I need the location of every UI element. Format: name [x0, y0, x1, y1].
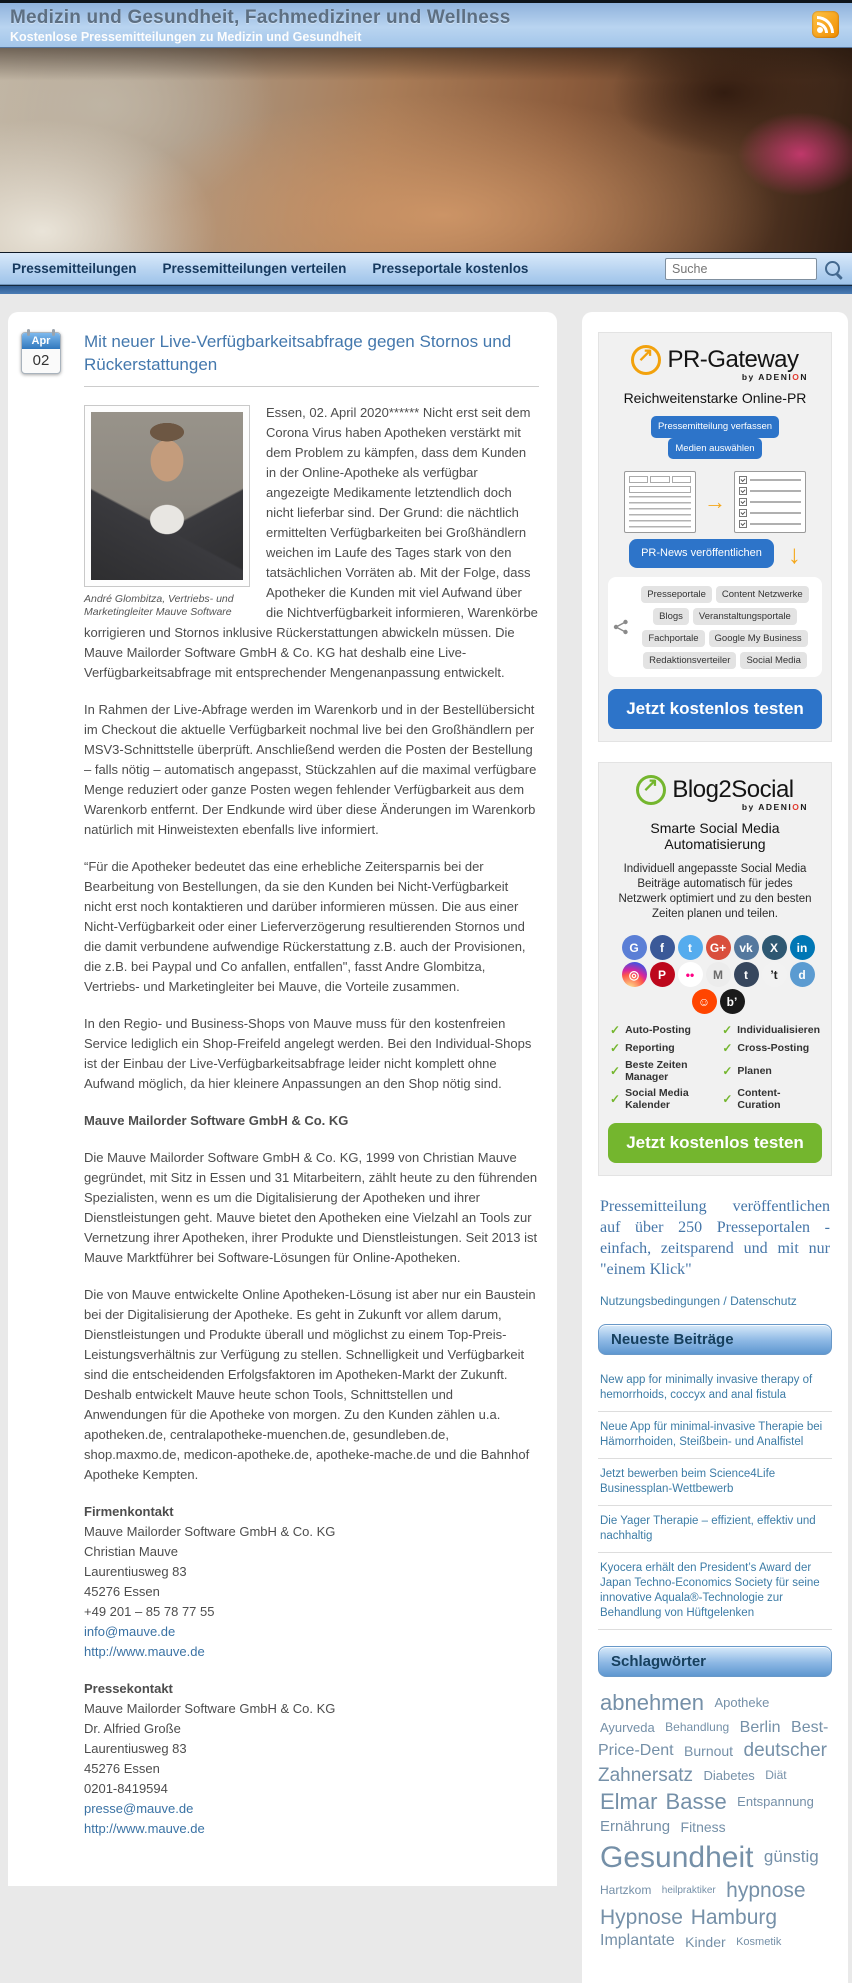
promo-text: Pressemitteilung veröffentlichen auf über 250 Presseportalen - einfach, zeitsparend und mit nur "einem Klick" [600, 1198, 830, 1278]
photo-caption: André Glombitza, Vertriebs- und Marketingleiter Mauve Software [84, 593, 234, 618]
social-network-icon: X [762, 935, 787, 960]
date-badge [21, 332, 61, 374]
social-network-icon: G+ [706, 935, 731, 960]
tag-link[interactable]: Fitness [680, 1818, 726, 1835]
pr-gateway-tagline: Reichweitenstarke Online-PR [623, 390, 807, 406]
blog2social-tagline: Smarte Social Media Automatisierung [650, 820, 780, 852]
feature-list [610, 1023, 820, 1111]
check-icon: ✓ [610, 1041, 621, 1055]
contact-lines [84, 1699, 539, 1799]
tag-link[interactable]: deutscher Zahnersatz [598, 1740, 827, 1786]
company-heading: Mauve Mailorder Software GmbH & Co. KG [84, 1113, 349, 1128]
social-network-icon: P [650, 962, 675, 987]
feature-row: ✓ Social Media Kalender ✓ Content-Curation [610, 1087, 781, 1111]
check-icon: ✓ [610, 1092, 621, 1106]
contact-line: Laurentiusweg 83 [84, 1564, 187, 1579]
contact-email-link[interactable]: info@mauve.de [84, 1624, 176, 1639]
adenion-byline: by ADENION [741, 802, 808, 812]
article-title: Mit neuer Live-Verfügbarkeitsabfrage gegen Stornos und Rückerstattungen [84, 332, 512, 374]
blog2social-description: Individuell angepasste Social Media Beiträge automatisch für jedes Netzwerk optimiert und zu den besten Zeiten planen und teilen. [618, 863, 812, 920]
tag-link[interactable]: Gesundheit [600, 1840, 754, 1874]
checklist-mockup [734, 471, 806, 533]
latest-post-link[interactable]: Jetzt bewerben beim Science4Life Businessplan-Wettbewerb [598, 1459, 832, 1506]
date-day: 02 [32, 352, 50, 369]
contact-line: Mauve Mailorder Software GmbH & Co. KG [84, 1524, 336, 1539]
adenion-o-icon: O [792, 372, 801, 382]
main-nav [0, 253, 852, 285]
feature-row: ✓ Beste Zeiten Manager ✓ Planen [610, 1059, 772, 1083]
contact-line: Laurentiusweg 83 [84, 1741, 187, 1756]
search-input[interactable] [665, 258, 817, 280]
hero-image [0, 48, 852, 253]
workflow-graphic [608, 471, 822, 533]
tag-link[interactable]: Burnout [684, 1743, 734, 1760]
channel-pill: Veranstaltungsportale [693, 608, 797, 625]
site-title: Medizin und Gesundheit, Fachmediziner und Wellness [10, 7, 511, 28]
contact-line: +49 201 – 85 78 77 55 [84, 1604, 215, 1619]
tag-link[interactable]: abnehmen [600, 1690, 704, 1715]
contact-line: Christian Mauve [84, 1544, 178, 1559]
social-network-icon: vk [734, 935, 759, 960]
latest-post-link[interactable]: Die Yager Therapie – effizient, effektiv und nachhaltig [598, 1506, 832, 1553]
content-area [0, 294, 852, 1983]
tag-link[interactable]: Apotheke [714, 1694, 770, 1710]
channel-pills [632, 583, 818, 671]
contact-line: 45276 Essen [84, 1761, 160, 1776]
portrait-photo [84, 405, 250, 587]
paragraph: In den Regio- und Business-Shops von Mauve muss für den kostenfreien Service lediglich ein Shop-Freifeld angelegt werden. Bei den Individual-Shops ist der Einbau der Live-Verfügbarkeitsabfrage leider nicht komplett ohne Aufwand möglich, da hier kleinere Anpassungen an den Shop nötig sind. [84, 1016, 532, 1091]
write-press-release-button[interactable]: Pressemitteilung verfassen [651, 416, 779, 438]
channel-pill: Presseportale [641, 586, 712, 603]
pr-gateway-logo-icon [631, 345, 661, 375]
channel-pill: Content Netzwerke [716, 586, 809, 603]
article-panel [8, 312, 557, 1886]
adenion-byline: by ADENION [741, 372, 808, 382]
social-network-icon: b’ [720, 989, 745, 1014]
channel-list [608, 577, 822, 677]
channel-pill: Social Media [740, 652, 806, 669]
latest-posts-header: Neueste Beiträge [598, 1324, 832, 1355]
social-network-icon: t [734, 962, 759, 987]
pr-gateway-buttons [608, 416, 822, 459]
contact-url-link[interactable]: http://www.mauve.de [84, 1821, 205, 1836]
contact-line: 0201-8419594 [84, 1781, 168, 1796]
social-network-icon: G [622, 935, 647, 960]
blog2social-cta-button[interactable]: Jetzt kostenlos testen [608, 1123, 822, 1163]
title-rule [84, 386, 539, 387]
social-network-icon: •• [678, 962, 703, 987]
contact-line: Mauve Mailorder Software GmbH & Co. KG [84, 1701, 336, 1716]
check-icon: ✓ [610, 1064, 621, 1078]
channel-pill: Google My Business [709, 630, 808, 647]
social-network-icon: ☺ [692, 989, 717, 1014]
paragraph: Die Mauve Mailorder Software GmbH & Co. KG, 1999 von Christian Mauve gegründet, mit Sitz in Essen und 31 Mitarbeitern, zählt heute zu den führenden Spezialisten, wenn es um die Digitalisierung der Apotheken und ihrer Dienstleistungen geht. Mauve bietet den Apotheken eine Vielzahl an Tools zur Vernetzung ihrer Apotheken, ihrer Produkte und Dienstleistungen. Seit 2013 ist Mauve Marktführer bei Software-Lösungen für Online-Apotheken. [84, 1150, 538, 1265]
pr-gateway-brand: PR-Gateway [667, 346, 799, 373]
contact-heading: Firmenkontakt [84, 1504, 174, 1519]
social-network-icon: M [706, 962, 731, 987]
feature-row: ✓ Reporting ✓ Cross-Posting [610, 1041, 810, 1055]
channel-pill: Blogs [653, 608, 689, 625]
rss-icon[interactable] [812, 11, 839, 38]
blog2social-logo-icon [636, 775, 666, 805]
contact-line: 45276 Essen [84, 1584, 160, 1599]
adenion-o-icon: O [792, 802, 801, 812]
pr-gateway-logo [608, 345, 822, 375]
paragraph: “Für die Apotheker bedeutet das eine erhebliche Zeitersparnis bei der Bearbeitung von Bestellungen, da sie den Kunden bei Nicht-Verfügbarkeit nicht erst noch kontaktieren und darüber informieren müssen. Die aus einer Nicht-Verfügbarkeit oder einer Lieferverzögerung resultierenden Stornos und die damit verbundene aufwendige Rückerstattung z.B. auch der Provisionen, die z.B. bei Paypal und Co anfallen, entfallen", fasst Andre Glombitza, Vertriebs- und Marketingleiter bei Mauve, die Vorteile zusammen. [84, 859, 526, 994]
tag-link[interactable]: Ernährung [600, 1818, 671, 1836]
social-network-icon: d [790, 962, 815, 987]
latest-posts-list [598, 1365, 832, 1630]
article-body [84, 330, 539, 1839]
date-month: Apr [22, 333, 60, 349]
article-figure [84, 405, 250, 619]
publish-row [608, 539, 822, 569]
lead-block [84, 403, 539, 683]
tag-link[interactable]: Behandlung [665, 1720, 730, 1735]
social-network-icon: f [650, 935, 675, 960]
check-icon: ✓ [722, 1041, 733, 1055]
divider-bar [0, 285, 852, 294]
contact-email-link[interactable]: presse@mauve.de [84, 1801, 194, 1816]
check-icon: ✓ [722, 1064, 733, 1078]
lead-paragraph: Essen, 02. April 2020****** Nicht erst seit dem Corona Virus haben Apotheken verstärkt mit dem Problem zu kämpfen, dass dem Kunden in der Online-Apotheke als verfügbar angezeigte Medikamente letztendlich doch nicht lieferbar sind. Der Grund: die nächtlich ermittelten Verfügbarkeiten bei Großhändlern weichen im Laufe des Tages stark von den tatsächlichen Vorräten ab. Mit der Folge, dass Apotheker die Kunden mit viel Aufwand über die Nichtverfügbarkeit informieren, Warenkörbe korrigieren und Stornos inklusive Rückerstattungen abwickeln müssen. Die Mauve Mailorder Software GmbH & Co. KG hat deshalb eine Live-Verfügbarkeitsabfrage mit entsprechender Mengenanpassung entwickelt. [84, 405, 538, 680]
nav-item[interactable]: Presseportale kostenlos [372, 261, 529, 276]
social-network-icon: ’t [762, 962, 787, 987]
latest-post-link[interactable]: Neue App für minimal-invasive Therapie bei Hämorrhoiden, Steißbein- und Analfistel [598, 1412, 832, 1459]
search-box [665, 258, 840, 280]
latest-post-link[interactable]: New app for minimally invasive therapy of hemorrhoids, coccyx and anal fistula [598, 1365, 832, 1412]
publish-pr-news-button[interactable]: PR-News veröffentlichen [629, 539, 774, 568]
tag-cloud [598, 1689, 832, 1953]
site-header [0, 0, 852, 48]
tag-link[interactable]: hypnose [726, 1878, 806, 1902]
tag-link[interactable]: Entspannung [737, 1794, 814, 1810]
check-icon: ✓ [610, 1023, 621, 1037]
nav-item[interactable]: Pressemitteilungen [12, 261, 137, 276]
blog2social-brand: Blog2Social [672, 776, 794, 803]
arrow-right-icon: → [704, 489, 726, 514]
contact-url-link[interactable]: http://www.mauve.de [84, 1644, 205, 1659]
pr-gateway-ad[interactable] [598, 332, 832, 742]
social-network-icon: t [678, 935, 703, 960]
contact-line: Dr. Alfried Große [84, 1721, 181, 1736]
blog2social-logo [608, 775, 822, 805]
tag-link[interactable]: Elmar Basse [600, 1789, 727, 1815]
tag-link[interactable]: Diabetes [703, 1767, 755, 1783]
paragraph: In Rahmen der Live-Abfrage werden im Warenkorb und in der Bestellübersicht im Checkout die aktuelle Verfügbarkeit nochmal live bei den Großhändlern per MSV3-Schnittstelle überprüft. Anschließend werden die Posten der Bestellung – falls nötig – automatisch angepasst, Stückzahlen auf die maximal verfügbare Menge reduziert oder ganze Posten wegen fehlender Verfügbarkeit aus dem Warenkorb entfernt. Der Endkunde wird über diese Änderungen im Warenkorb natürlich mit Hinweistexten ebenfalls live informiert. [84, 702, 537, 837]
arrow-down-icon: ↓ [787, 539, 801, 569]
contact-lines [84, 1522, 539, 1622]
tag-link[interactable]: Diät [765, 1768, 787, 1783]
tag-link[interactable]: Implantate [600, 1932, 675, 1950]
tag-link[interactable]: günstig [763, 1847, 819, 1867]
search-icon[interactable] [825, 261, 840, 276]
nav-item[interactable]: Pressemitteilungen verteilen [162, 261, 347, 276]
tag-link[interactable]: Kosmetik [736, 1935, 782, 1948]
contact-heading: Pressekontakt [84, 1681, 173, 1696]
check-icon: ✓ [722, 1092, 733, 1106]
sidebar [582, 312, 848, 1983]
company-contact [84, 1502, 539, 1662]
tag-link[interactable]: Kinder [685, 1933, 726, 1950]
press-contact [84, 1679, 539, 1839]
social-network-icon: ◎ [622, 962, 647, 987]
tag-link[interactable]: Ayurveda [600, 1719, 655, 1735]
pr-gateway-cta-button[interactable]: Jetzt kostenlos testen [608, 689, 822, 729]
paragraph: Die von Mauve entwickelte Online Apotheken-Lösung ist aber nur ein Baustein bei der Digitalisierung der Apotheke. Es geht in Zukunft vor allem darum, Dienstleistungen und Produkte überall und möglichst zu einem Top-Preis-Leistungsverhältnis zur Verfügung zu stellen. Schnelligkeit und Verfügbarkeit sind die entscheidenden Erfolgsfaktoren im Apotheken-Markt der Zukunft. Deshalb entwickelt Mauve heute schon Tools, Schnittstellen und Anwendungen für die Apotheke von morgen. Zu den Kunden zählen u.a. apotheken.de, centralapotheke-muenchen.de, gesundleben.de, shop.maxmo.de, medicon-apotheke.de, apotheke-mache.de und die Bahnhof Apotheke Kempten. [84, 1287, 536, 1482]
tag-link[interactable]: Berlin [739, 1718, 781, 1736]
tag-link[interactable]: Hypnose Hamburg [600, 1906, 778, 1930]
blog2social-ad[interactable] [598, 762, 832, 1176]
tags-header: Schlagwörter [598, 1646, 832, 1677]
social-icon-grid [608, 934, 828, 1015]
document-mockup [624, 471, 696, 533]
terms-privacy-link[interactable]: Nutzungsbedingungen / Datenschutz [600, 1294, 797, 1308]
nav-items [12, 261, 528, 276]
channel-pill: Fachportale [642, 630, 704, 647]
latest-post-link[interactable]: Kyocera erhält den President’s Award der Japan Techno-Economics Society für seine innovative Aquala®-Technologie zur Behandlung von Hüftgelenken [598, 1553, 832, 1630]
tag-link[interactable]: Hartzkom [600, 1882, 652, 1897]
check-icon: ✓ [722, 1023, 733, 1037]
choose-media-button[interactable]: Medien auswählen [668, 438, 761, 460]
tag-link[interactable]: Best-Price-Dent [598, 1718, 829, 1759]
site-subtitle: Kostenlose Pressemitteilungen zu Medizin und Gesundheit [10, 30, 362, 44]
channel-pill: Redaktionsverteiler [643, 652, 736, 669]
social-network-icon: in [790, 935, 815, 960]
tag-link[interactable]: heilpraktiker [661, 1884, 716, 1896]
share-icon [613, 619, 629, 635]
feature-row: ✓ Auto-Posting ✓ Individualisieren [610, 1023, 820, 1037]
